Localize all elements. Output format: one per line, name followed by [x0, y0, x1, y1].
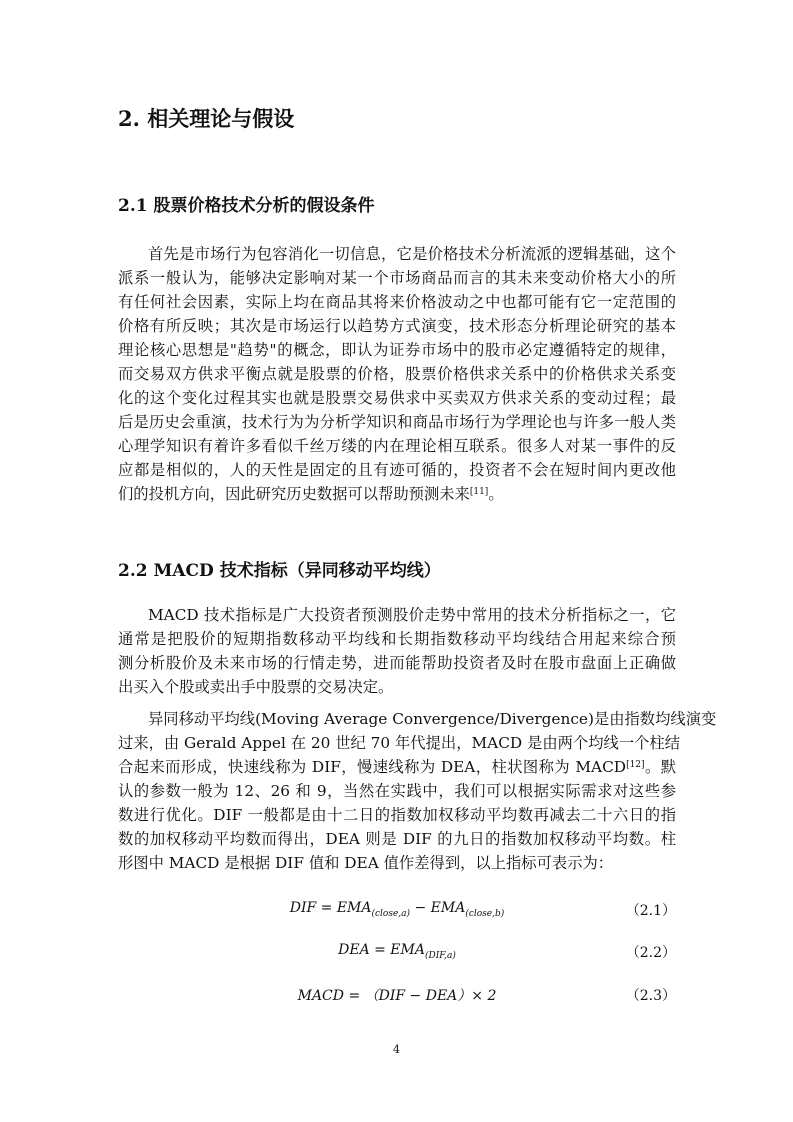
- equation-number: （2.2）: [625, 945, 676, 961]
- citation: [12]: [626, 760, 645, 770]
- text-line: 数进行优化。DIF 一般都是由十二日的指数加权移动平均数再减去二十六日的指: [118, 806, 676, 824]
- equation-number: （2.1）: [625, 903, 676, 919]
- equation-formula: MACD = （DIF − DEA）× 2: [297, 988, 497, 1004]
- section-heading-2-1: 2.1 股票价格技术分析的假设条件: [118, 196, 375, 216]
- text-line: MACD 技术指标是广大投资者预测股价走势中常用的技术分析指标之一，它: [148, 606, 676, 624]
- text-line: 派系一般认为，能够决定影响对某一个市场商品而言的其未来变动价格大小的所: [118, 269, 676, 287]
- text-line: 异同移动平均线(Moving Average Convergence/Divergence)是由指数均线演变: [148, 710, 717, 728]
- equation-subscript: (close,b): [465, 908, 505, 919]
- equation-number: （2.3）: [625, 988, 676, 1004]
- text-line: 测分析股价及未来市场的行情走势，进而能帮助投资者及时在股市盘面上正确做: [118, 654, 676, 672]
- equation-subscript: (close,a): [371, 908, 411, 919]
- text-line: [118, 755, 676, 779]
- page-number: 4: [393, 1043, 400, 1056]
- text-line: 心理学知识有着许多看似千丝万缕的内在理论相互联系。很多人对某一事件的反: [118, 437, 676, 455]
- equation-2-2: [118, 942, 676, 966]
- equation-2-1: [118, 900, 676, 924]
- text-line: 首先是市场行为包容消化一切信息，它是价格技术分析流派的逻辑基础，这个: [148, 245, 676, 263]
- text-line: 后是历史会重演，技术行为为分析学知识和商品市场行为学理论也与许多一般人类: [118, 413, 676, 431]
- section-2-1-paragraph: [118, 242, 676, 506]
- text-line: 数的加权移动平均数而得出，DEA 则是 DIF 的九日的指数加权移动平均数。柱: [118, 830, 676, 848]
- text-line: 形图中 MACD 是根据 DIF 值和 DEA 值作差得到，以上指标可表示为：: [118, 854, 614, 872]
- text-line: 化的这个变化过程其实也就是股票交易供求中买卖双方供求关系的变动过程；最: [118, 389, 676, 407]
- section-2-2-paragraph-1: [118, 603, 676, 699]
- equation-part: − EMA: [410, 900, 466, 916]
- section-heading-2-2: 2.2 MACD 技术指标（异同移动平均线）: [118, 561, 441, 581]
- equation-formula: [118, 900, 676, 919]
- text-line: 过来，由 Gerald Appel 在 20 世纪 70 年代提出，MACD 是由两个均线一个柱结: [118, 734, 681, 752]
- text-line: [118, 482, 676, 506]
- equation-subscript: (DIF,a): [424, 950, 456, 961]
- text-segment: 们的投机方向，因此研究历史数据可以帮助预测未来: [118, 485, 470, 503]
- text-segment: 。: [488, 485, 504, 503]
- text-line: 有任何社会因素，实际上均在商品其将来价格波动之中也都可能有它一定范围的: [118, 293, 676, 311]
- text-line: 认的参数一般为 12、26 和 9，当然在实践中，我们可以根据实际需求对这些参: [118, 782, 676, 800]
- text-segment: 。默: [644, 758, 676, 776]
- text-line: 出买入个股或卖出手中股票的交易决定。: [118, 678, 394, 696]
- equation-part: DIF = EMA: [289, 900, 372, 916]
- text-line: 而交易双方供求平衡点就是股票的价格，股票价格供求关系中的价格供求关系变: [118, 365, 676, 383]
- equation-part: DEA = EMA: [338, 942, 425, 958]
- chapter-heading: 2. 相关理论与假设: [118, 106, 295, 131]
- section-2-2-paragraph-2: [118, 707, 717, 875]
- equation-2-3: [118, 985, 676, 1009]
- text-segment: 合起来而形成，快速线称为 DIF，慢速线称为 DEA，柱状图称为 MACD: [118, 758, 627, 776]
- text-line: 理论核心思想是"趋势"的概念，即认为证券市场中的股市必定遵循特定的规律，: [118, 341, 676, 359]
- text-line: 价格有所反映；其次是市场运行以趋势方式演变，技术形态分析理论研究的基本: [118, 317, 676, 335]
- text-line: 应都是相似的，人的天性是固定的且有迹可循的，投资者不会在短时间内更改他: [118, 461, 676, 479]
- text-line: 通常是把股价的短期指数移动平均线和长期指数移动平均线结合用起来综合预: [118, 630, 676, 648]
- citation: [11]: [469, 487, 489, 497]
- equation-formula: [118, 942, 676, 961]
